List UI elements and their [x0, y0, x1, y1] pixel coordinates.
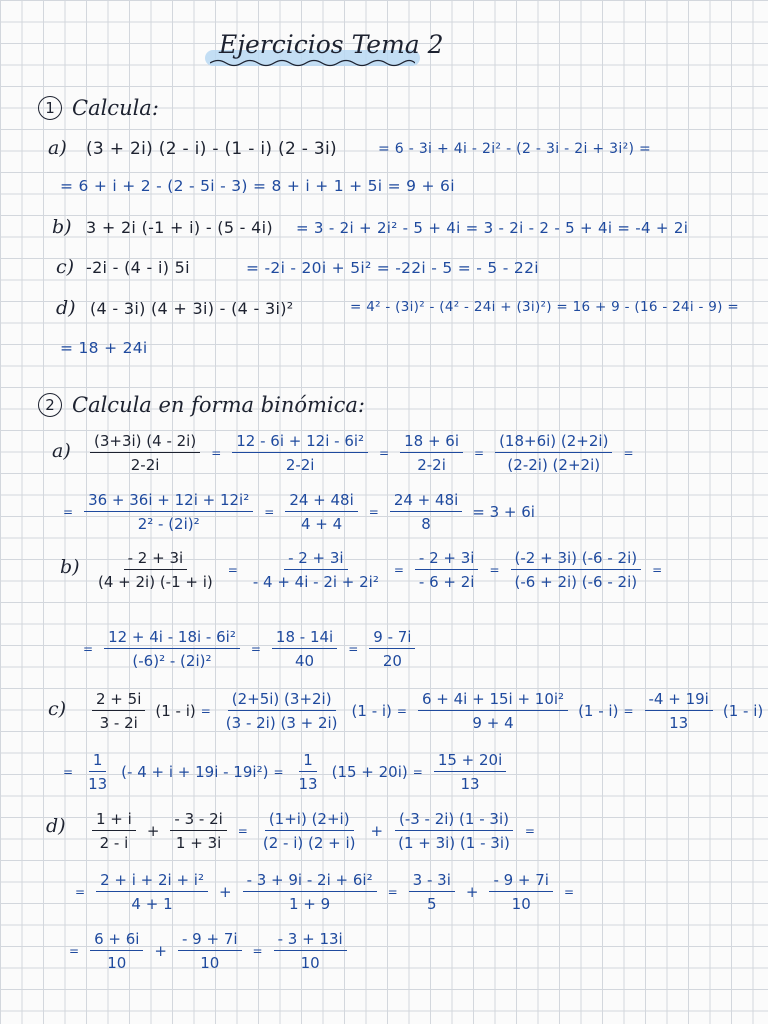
- fraction: [249, 549, 383, 591]
- plus-sign: +: [154, 942, 167, 960]
- denominator: 9 + 4: [472, 714, 514, 732]
- numerator: 2 + i + 2i + i²: [96, 871, 208, 892]
- fraction: [511, 549, 642, 591]
- equals-sign: =: [489, 563, 500, 577]
- title-block: [205, 28, 444, 70]
- fraction: [274, 930, 347, 972]
- numerator: (3+3i) (4 - 2i): [90, 432, 200, 453]
- s2-c-row-1: [86, 690, 763, 732]
- fraction: [104, 628, 240, 670]
- denominator: 13: [460, 775, 480, 793]
- s1-b-work: = 3 - 2i + 2i² - 5 + 4i = 3 - 2i - 2 - 5 + 4i = -4 + 2i: [296, 219, 689, 237]
- section-1-number: 1: [38, 96, 62, 120]
- equals-sign: =: [623, 704, 634, 718]
- equals-sign: =: [200, 704, 211, 718]
- denominator: 1 + 3i: [175, 834, 222, 852]
- numerator: 15 + 20i: [434, 751, 506, 772]
- fraction: [495, 432, 612, 474]
- s1-a-work-1: = 6 - 3i + 4i - 2i² - (2 - 3i - 2i + 3i²) =: [378, 141, 652, 157]
- fraction: [400, 432, 463, 474]
- equals-sign: =: [387, 885, 398, 899]
- fraction: [232, 432, 368, 474]
- s1-c-given: -2i - (4 - i) 5i: [86, 258, 190, 277]
- fraction: [92, 810, 136, 852]
- section-1-title: Calcula:: [72, 96, 159, 120]
- numerator: 6 + 4i + 15i + 10i²: [418, 690, 568, 711]
- s2-a-row-2: [58, 491, 535, 533]
- denominator: 13: [88, 775, 108, 793]
- fraction: [243, 871, 377, 913]
- denominator: (2-2i) (2+2i): [507, 456, 601, 474]
- multiplier: (1 - i): [722, 702, 764, 720]
- s1-d-given: (4 - 3i) (4 + 3i) - (4 - 3i)²: [90, 299, 294, 318]
- s1-d-work-1: = 4² - (3i)² - (4² - 24i + (3i)²) = 16 + 9 - (16 - 24i - 9) =: [350, 299, 739, 315]
- equals-sign: =: [63, 765, 74, 779]
- numerator: - 3 + 13i: [274, 930, 347, 951]
- plus-sign: +: [146, 822, 160, 840]
- denominator: 40: [295, 652, 315, 670]
- numerator: 12 - 6i + 12i - 6i²: [232, 432, 368, 453]
- denominator: 2 - i: [99, 834, 129, 852]
- fraction: [90, 930, 143, 972]
- numerator: 12 + 4i - 18i - 6i²: [104, 628, 240, 649]
- s2-d-row-2: [70, 871, 579, 913]
- denominator: 10: [200, 954, 220, 972]
- denominator: 5: [426, 895, 437, 913]
- fraction: [94, 549, 217, 591]
- denominator: 2² - (2i)²: [137, 515, 200, 533]
- s1-a-given: (3 + 2i) (2 - i) - (1 - i) (2 - 3i): [86, 139, 337, 159]
- fraction: [418, 690, 568, 732]
- denominator: (1 + 3i) (1 - 3i): [398, 834, 510, 852]
- fraction: [272, 628, 337, 670]
- s1-b-given: 3 + 2i (-1 + i) - (5 - 4i): [86, 218, 273, 237]
- equals-sign: =: [412, 765, 423, 779]
- equals-sign: =: [75, 885, 86, 899]
- s2-b-label: b): [60, 556, 80, 578]
- s1-d-work-2: = 18 + 24i: [60, 339, 148, 357]
- multiplier: (- 4 + i + 19i - 19i²): [121, 763, 269, 781]
- denominator: 2-2i: [130, 456, 160, 474]
- fraction: [369, 628, 415, 670]
- section-2-heading: [38, 393, 365, 417]
- s2-c-label: c): [48, 698, 67, 720]
- numerator: 36 + 36i + 12i + 12i²: [84, 491, 253, 512]
- s2-c-row-2: [58, 751, 512, 793]
- fraction: [90, 432, 200, 474]
- equals-sign: =: [623, 446, 634, 460]
- denominator: 13: [669, 714, 689, 732]
- denominator: (2 - i) (2 + i): [262, 834, 356, 852]
- fraction: [222, 690, 342, 732]
- numerator: 18 + 6i: [400, 432, 463, 453]
- equals-sign: =: [563, 885, 575, 899]
- numerator: 6 + 6i: [90, 930, 143, 951]
- numerator: 24 + 48i: [285, 491, 357, 512]
- s2-b-row-1: [88, 549, 667, 591]
- section-2-number: 2: [38, 393, 62, 417]
- denominator: - 4 + 4i - 2i + 2i²: [252, 573, 379, 591]
- numerator: - 3 - 2i: [170, 810, 226, 831]
- numerator: 1 + i: [92, 810, 136, 831]
- numerator: - 2 + 3i: [124, 549, 188, 570]
- s1-a-label: a): [48, 137, 67, 159]
- numerator: (2+5i) (3+2i): [228, 690, 336, 711]
- denominator: 4 + 4: [300, 515, 343, 533]
- denominator: 10: [511, 895, 531, 913]
- s2-b-row-2: [78, 628, 421, 670]
- denominator: 10: [107, 954, 127, 972]
- s2-a-result: = 3 + 6i: [472, 503, 535, 521]
- numerator: - 2 + 3i: [415, 549, 479, 570]
- equals-sign: =: [83, 642, 94, 656]
- equals-sign: =: [652, 563, 663, 577]
- equals-sign: =: [273, 765, 284, 779]
- title-underline-wave: [210, 58, 415, 68]
- denominator: 2-2i: [285, 456, 315, 474]
- denominator: 3 - 2i: [99, 714, 138, 732]
- numerator: (-2 + 3i) (-6 - 2i): [511, 549, 642, 570]
- fraction: [434, 751, 506, 793]
- equals-sign: =: [227, 563, 238, 577]
- multiplier: (1 - i): [351, 702, 392, 720]
- fraction: [259, 810, 360, 852]
- fraction: [415, 549, 479, 591]
- numerator: - 9 + 7i: [489, 871, 553, 892]
- plus-sign: +: [370, 822, 384, 840]
- numerator: - 3 + 9i - 2i + 6i²: [243, 871, 377, 892]
- equals-sign: =: [368, 505, 379, 519]
- numerator: (-3 - 2i) (1 - 3i): [395, 810, 513, 831]
- fraction: [84, 491, 253, 533]
- s1-a-work-2: = 6 + i + 2 - (2 - 5i - 3) = 8 + i + 1 + 5i = 9 + 6i: [60, 177, 455, 195]
- s1-d-label: d): [56, 297, 76, 319]
- denominator: 13: [298, 775, 318, 793]
- s2-d-row-3: [64, 930, 353, 972]
- equals-sign: =: [264, 505, 275, 519]
- equals-sign: =: [250, 642, 261, 656]
- fraction: [92, 690, 145, 732]
- equals-sign: =: [211, 446, 222, 460]
- s2-d-row-1: [86, 810, 540, 852]
- s2-d-label: d): [46, 815, 66, 837]
- equals-sign: =: [348, 642, 359, 656]
- fraction: [96, 871, 208, 913]
- denominator: (4 + 2i) (-1 + i): [98, 573, 213, 591]
- equals-sign: =: [474, 446, 485, 460]
- denominator: 1 + 9: [288, 895, 331, 913]
- page-title: Ejercicios Tema 2: [219, 30, 444, 59]
- fraction: [645, 690, 713, 732]
- fraction: [394, 810, 514, 852]
- denominator: (3 - 2i) (3 + 2i): [225, 714, 338, 732]
- numerator: (1+i) (2+i): [265, 810, 354, 831]
- fraction: [84, 751, 111, 793]
- fraction: [295, 751, 322, 793]
- denominator: (-6 + 2i) (-6 - 2i): [514, 573, 638, 591]
- multiplier: (1 - i): [155, 702, 196, 720]
- multiplier: (1 - i): [578, 702, 619, 720]
- numerator: 2 + 5i: [92, 690, 145, 711]
- multiplier: (15 + 20i): [331, 763, 408, 781]
- denominator: 10: [300, 954, 320, 972]
- s2-a-label: a): [52, 440, 71, 462]
- s1-c-label: c): [56, 256, 75, 278]
- equals-sign: =: [252, 944, 263, 958]
- fraction: [285, 491, 357, 533]
- numerator: 18 - 14i: [272, 628, 337, 649]
- denominator: - 6 + 2i: [418, 573, 475, 591]
- equals-sign: =: [396, 704, 407, 718]
- denominator: 2-2i: [417, 456, 446, 474]
- numerator: 24 + 48i: [390, 491, 462, 512]
- fraction: [409, 871, 455, 913]
- numerator: 1: [299, 751, 317, 772]
- equals-sign: =: [393, 563, 404, 577]
- s2-a-row-1: [84, 432, 639, 474]
- equals-sign: =: [63, 505, 74, 519]
- fraction: [390, 491, 462, 533]
- s1-c-work: = -2i - 20i + 5i² = -22i - 5 = - 5 - 22i: [246, 259, 539, 277]
- section-2-title: Calcula en forma binómica:: [72, 393, 366, 417]
- equals-sign: =: [379, 446, 390, 460]
- numerator: - 9 + 7i: [178, 930, 242, 951]
- fraction: [178, 930, 242, 972]
- numerator: -4 + 19i: [645, 690, 713, 711]
- numerator: (18+6i) (2+2i): [495, 432, 612, 453]
- s1-b-label: b): [52, 216, 72, 238]
- numerator: - 2 + 3i: [284, 549, 348, 570]
- denominator: 20: [382, 652, 402, 670]
- numerator: 1: [89, 751, 107, 772]
- fraction: [170, 810, 226, 852]
- numerator: 3 - 3i: [409, 871, 455, 892]
- numerator: 9 - 7i: [369, 628, 415, 649]
- fraction: [489, 871, 553, 913]
- equals-sign: =: [69, 944, 80, 958]
- section-1-heading: [38, 96, 159, 120]
- denominator: 8: [421, 515, 431, 533]
- equals-sign: =: [524, 824, 535, 838]
- equals-sign: =: [237, 824, 248, 838]
- plus-sign: +: [465, 883, 479, 901]
- denominator: 4 + 1: [131, 895, 173, 913]
- denominator: (-6)² - (2i)²: [132, 652, 212, 670]
- plus-sign: +: [218, 883, 232, 901]
